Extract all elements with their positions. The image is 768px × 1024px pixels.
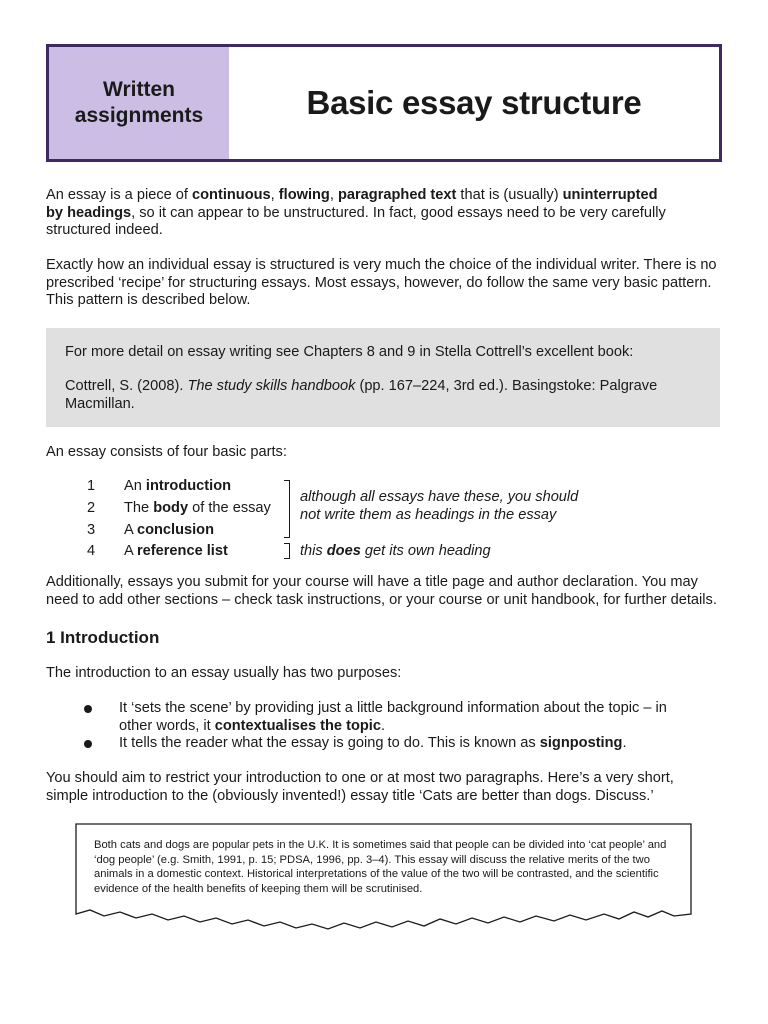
bullet-icon — [84, 740, 92, 748]
bullet-item-bold: contextualises the topic — [214, 717, 381, 734]
part-item-pre: A — [124, 543, 137, 559]
bracket-part-4 — [284, 543, 290, 559]
part-number: 1 — [87, 478, 96, 494]
note-reference-pre: Cottrell, S. (2008). — [65, 378, 188, 394]
part-item-bold: conclusion — [136, 522, 215, 538]
part-item-bold: reference list — [136, 543, 228, 559]
part-number: 4 — [87, 543, 96, 559]
part-item — [124, 500, 271, 516]
section-tag-line1: Written — [103, 78, 175, 101]
part-item-pre: The — [124, 500, 154, 516]
reference-note-box — [46, 328, 720, 427]
section-tag-line2: assignments — [74, 104, 204, 127]
text-run: An essay is a piece of — [46, 187, 193, 203]
bullet-item-pre: It ‘sets the scene’ by providing just a little background information about the topic – in other words, it — [119, 700, 667, 734]
bullet-item — [119, 735, 709, 753]
part-item — [124, 478, 231, 494]
additional-paragraph: Additionally, essays you submit for your course will have a title page and author declaration. You may need to add other sections – check task instructions, or your course or unit handbook, for further details. — [46, 574, 717, 608]
side-note-post: get its own heading — [360, 543, 491, 559]
page-title: Basic essay structure — [306, 84, 642, 121]
intro-paragraph-2: Exactly how an individual essay is structured is very much the choice of the individual writer. There is no prescribed ‘recipe’ for structuring essays. Most essays, however, do follow the same very basic pattern. This pattern is described below. — [46, 257, 717, 308]
part-item-bold: body — [153, 500, 189, 516]
bracket-parts-1-3 — [284, 480, 290, 538]
text-run: , — [270, 187, 279, 203]
note-reference — [65, 378, 685, 413]
part-item-bold: introduction — [145, 478, 232, 494]
text-run: that is (usually) — [456, 187, 563, 203]
example-introduction-text: Both cats and dogs are popular pets in the U.K. It is sometimes said that people can be divided into ‘cat people’ and ‘dog people’ (e.g. Smith, 1991, p. 15; PDSA, 1996, pp. 3–4). This essay will discuss the relative merits of the two animals in a domestic context. Historical interpretations of the value of the two will be contrasted, and the scientific evidence of the health benefits of keeping them will be scrutinised. — [94, 839, 667, 895]
page-header — [46, 44, 722, 162]
bullet-icon — [84, 705, 92, 713]
part-number: 3 — [87, 522, 96, 538]
bullet-item — [119, 700, 699, 735]
side-note-pre: this — [300, 543, 327, 559]
bullet-item-post: . — [380, 717, 386, 734]
section-heading-introduction: 1 Introduction — [46, 628, 160, 647]
bullet-item-pre: It tells the reader what the essay is going to do. This is known as — [119, 735, 540, 751]
part-item-pre: A — [124, 522, 137, 538]
part-item-pre: An — [124, 478, 146, 494]
aim-paragraph: You should aim to restrict your introduction to one or at most two paragraphs. Here’s a very short, simple introduction to the (obviously invented!) essay title ‘Cats are better than dogs. Discuss.’ — [46, 770, 674, 804]
side-note-bold: does — [326, 543, 361, 559]
part-number: 2 — [87, 500, 96, 516]
side-note-reference-list — [300, 542, 491, 560]
bullet-item-post: . — [622, 735, 627, 751]
part-item-post: of the essay — [188, 500, 271, 516]
part-item — [124, 522, 214, 538]
note-reference-post: (pp. 167–224, 3rd ed.). Basingstoke: Palgrave Macmillan. — [65, 378, 658, 412]
note-text: For more detail on essay writing see Chapters 8 and 9 in Stella Cottrell’s excellent book: — [65, 344, 634, 360]
part-item — [124, 543, 228, 559]
text-run: flowing — [278, 187, 330, 203]
text-run: continuous — [192, 187, 271, 203]
text-run: , — [329, 187, 338, 203]
intro-paragraph-1 — [46, 187, 671, 240]
section-tag — [49, 47, 229, 159]
introduction-lead: The introduction to an essay usually has two purposes: — [46, 665, 402, 681]
text-run: uninterrupted by headings — [46, 187, 658, 221]
note-reference-title: The study skills handbook — [187, 378, 356, 394]
text-run: , so it can appear to be unstructured. In fact, good essays need to be very carefully structured indeed. — [46, 204, 666, 238]
parts-lead: An essay consists of four basic parts: — [46, 444, 287, 460]
side-note-headings: although all essays have these, you should not write them as headings in the essay — [300, 489, 579, 523]
text-run: paragraphed text — [337, 187, 457, 203]
bullet-item-bold: signposting — [539, 735, 623, 751]
